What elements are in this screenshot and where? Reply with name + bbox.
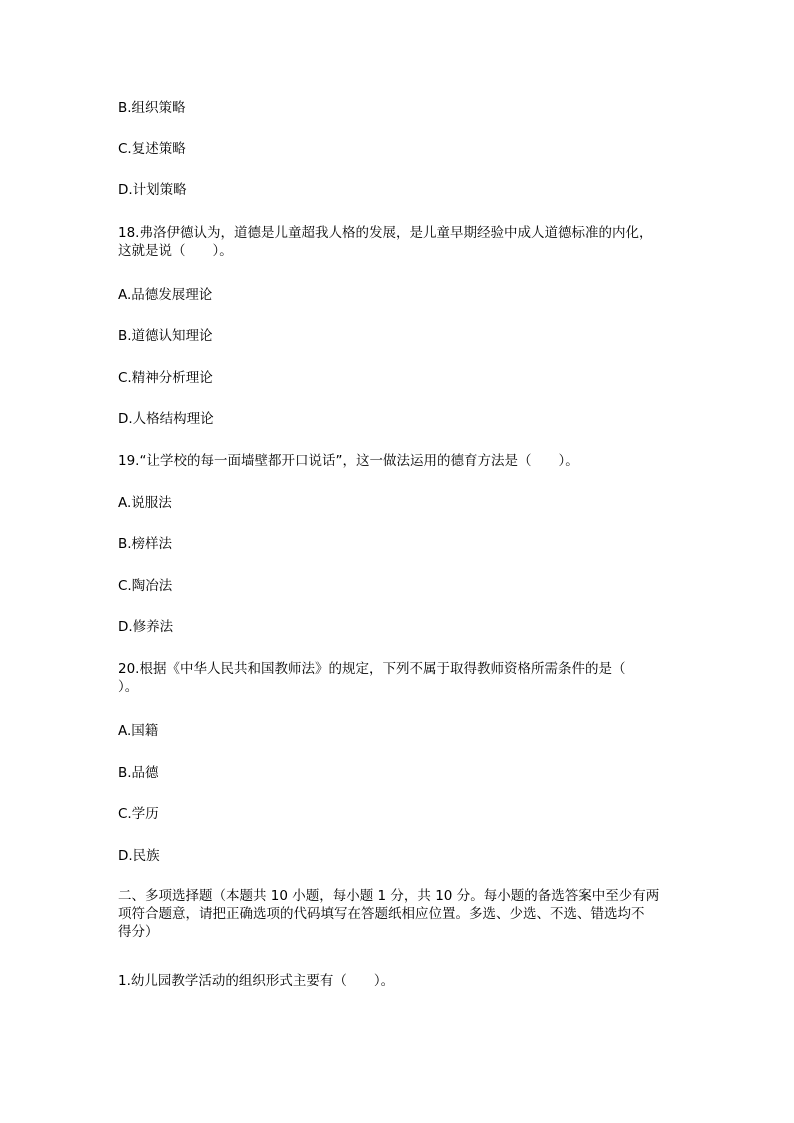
q20-stem-line2: ）。 <box>118 679 139 695</box>
section2-heading-line2: 项符合题意，请把正确选项的代码填写在答题纸相应位置。多选、少选、不选、错选均不 <box>118 906 645 922</box>
q20-option-a: A.国籍 <box>118 723 159 739</box>
q18-option-d: D.人格结构理论 <box>118 411 214 427</box>
mq1-stem: 1.幼儿园教学活动的组织形式主要有（ ）。 <box>118 973 395 989</box>
q19-option-d: D.修养法 <box>118 619 174 635</box>
q18-stem <box>118 224 674 260</box>
q20-stem-line1: 20.根据《中华人民共和国教师法》的规定，下列不属于取得教师资格所需条件的是（ <box>118 661 626 677</box>
q20-option-c: C.学历 <box>118 806 159 822</box>
q18-option-b: B.道德认知理论 <box>118 328 213 344</box>
q19-option-c: C.陶冶法 <box>118 578 173 594</box>
q17-option-d: D.计划策略 <box>118 182 187 198</box>
q19-stem: 19.“让学校的每一面墙壁都开口说话”，这一做法运用的德育方法是（ ）。 <box>118 453 579 469</box>
q18-stem-line2: 这就是说（ ）。 <box>118 243 233 259</box>
q20-stem <box>118 660 674 696</box>
q20-option-d: D.民族 <box>118 848 160 864</box>
q17-option-c: C.复述策略 <box>118 141 186 157</box>
section2-heading-line1: 二、多项选择题（本题共 10 小题，每小题 1 分，共 10 分。每小题的备选答案中至少有两 <box>118 888 660 904</box>
section2-heading-line3: 得分） <box>118 924 159 940</box>
q17-option-b: B.组织策略 <box>118 100 186 116</box>
q18-option-a: A.品德发展理论 <box>118 287 213 303</box>
q20-option-b: B.品德 <box>118 765 159 781</box>
q19-option-b: B.榜样法 <box>118 536 173 552</box>
section2-heading <box>118 887 674 941</box>
q18-stem-line1: 18.弗洛伊德认为，道德是儿童超我人格的发展，是儿童早期经验中成人道德标准的内化， <box>118 225 653 241</box>
q19-option-a: A.说服法 <box>118 495 172 511</box>
q18-option-c: C.精神分析理论 <box>118 370 213 386</box>
